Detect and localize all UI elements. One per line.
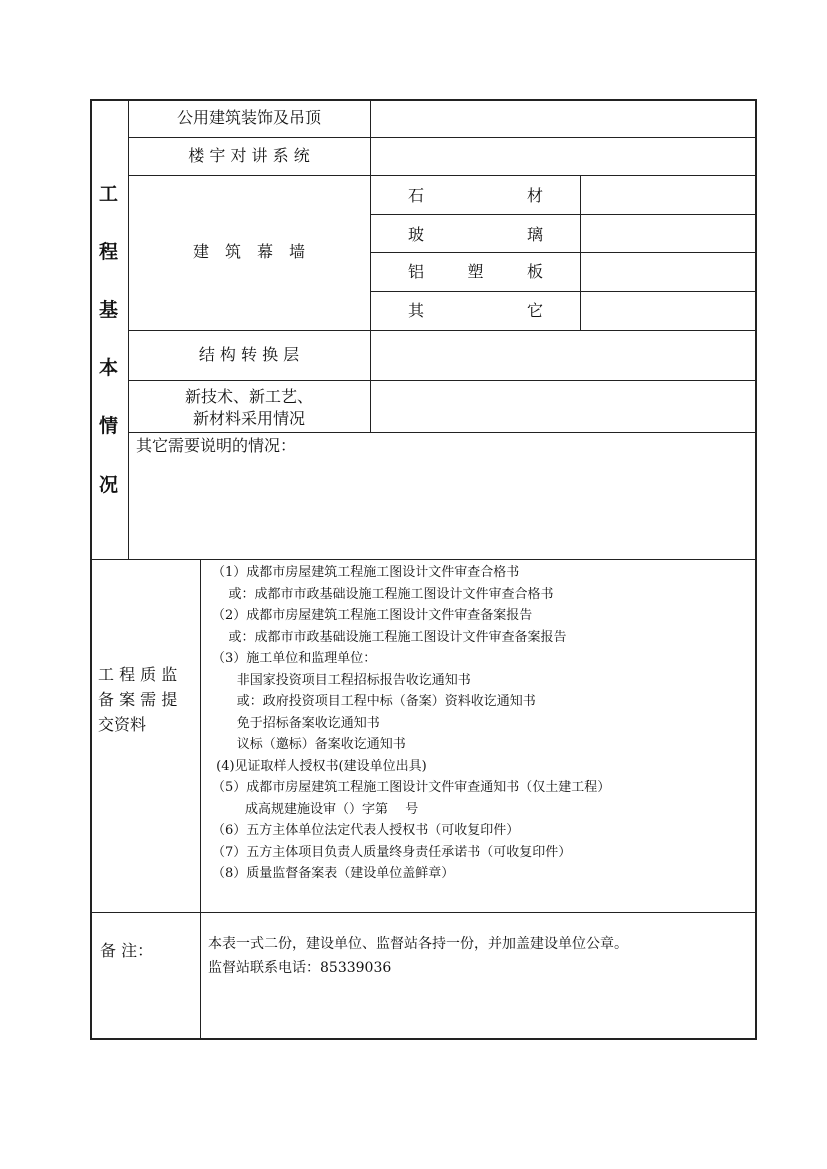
remarks-line2: 监督站联系电话：85339036 (208, 960, 392, 976)
materials-label-divider (200, 559, 201, 1039)
decoration-value-field[interactable] (371, 100, 755, 137)
row-label-intercom: 楼 宇 对 讲 系 统 (188, 146, 310, 165)
row-label-decoration: 公用建筑装饰及吊顶 (176, 108, 321, 127)
curtain-item-char: 塑 (467, 262, 484, 281)
section-title-char: 工 (99, 183, 119, 205)
intercom-value-field[interactable] (371, 138, 755, 175)
remarks-line1: 本表一式二份，建设单位、监督站各持一份，并加盖建设单位公章。 (208, 936, 628, 952)
curtain-item-char: 材 (526, 186, 543, 205)
materials-item: 非国家投资项目工程招标报告收讫通知书 (212, 672, 471, 688)
materials-item: （8）质量监督备案表（建设单位盖鲜章） (212, 866, 455, 881)
materials-item: （3）施工单位和监理单位： (212, 651, 377, 666)
curtain-item-char: 石 (408, 186, 425, 205)
curtain-item-glass (408, 225, 543, 245)
section-title-char: 本 (99, 357, 119, 379)
table-bottom-border (90, 1038, 757, 1040)
materials-item: （1）成都市房屋建筑工程施工图设计文件审查合格书 (212, 565, 520, 580)
other-notes-field[interactable] (129, 458, 755, 558)
materials-label-line3: 交资料 (98, 715, 147, 734)
section-title-char: 情 (99, 415, 119, 437)
section-title-char: 基 (99, 299, 119, 321)
materials-item: 成高规建施设审（）字第 号 (212, 801, 419, 817)
new-tech-value-field[interactable] (371, 381, 755, 432)
stone-value-field[interactable] (581, 176, 755, 214)
remarks-label: 备 注： (100, 941, 154, 960)
aluminum-plastic-value-field[interactable] (581, 253, 755, 291)
section-title-char: 况 (99, 474, 119, 496)
materials-label-line2: 备 案 需 提 (98, 690, 178, 709)
other-value-field[interactable] (581, 292, 755, 330)
materials-item: （6）五方主体单位法定代表人授权书（可收复印件） (212, 823, 520, 838)
materials-item: 议标（邀标）备案收讫通知书 (212, 737, 406, 752)
curtain-item-char: 铝 (408, 262, 425, 281)
table-right-border (755, 99, 757, 1040)
curtain-item-char: 璃 (526, 225, 543, 244)
row-divider (128, 432, 756, 433)
materials-item: (4)见证取样人授权书(建设单位出具) (212, 758, 427, 774)
section-title-char: 程 (99, 241, 119, 263)
section-divider (90, 559, 757, 560)
materials-item: （2）成都市房屋建筑工程施工图设计文件审查备案报告 (212, 608, 533, 623)
materials-item: 或：政府投资项目工程中标（备案）资料收讫通知书 (212, 694, 536, 709)
materials-item: 免于招标备案收讫通知书 (212, 715, 380, 731)
row-label-new-tech-line1: 新技术、新工艺、 (184, 387, 313, 406)
curtain-item-char: 它 (526, 301, 543, 320)
curtain-item-char: 板 (526, 262, 543, 281)
glass-value-field[interactable] (581, 215, 755, 252)
materials-item: 或：成都市市政基础设施工程施工图设计文件审查备案报告 (212, 629, 567, 645)
materials-item: （7）五方主体项目负责人质量终身责任承诺书（可收复印件） (212, 844, 572, 860)
curtain-item-char: 玻 (408, 225, 425, 244)
materials-label-line1: 工 程 质 监 (98, 665, 178, 684)
curtain-item-aluminum-plastic (408, 262, 543, 282)
table-left-border (90, 99, 92, 1040)
curtain-item-other (408, 301, 543, 321)
row-label-transfer-layer: 结 构 转 换 层 (198, 345, 300, 364)
materials-item: （5）成都市房屋建筑工程施工图设计文件审查通知书（仅土建工程） (212, 780, 611, 795)
row-label-new-tech-line2: 新材料采用情况 (192, 409, 305, 428)
curtain-item-char: 其 (408, 301, 425, 320)
transfer-layer-value-field[interactable] (371, 331, 755, 380)
section-divider (90, 912, 757, 913)
other-notes-label: 其它需要说明的情况： (136, 436, 297, 455)
curtain-item-stone (408, 186, 543, 206)
materials-list (212, 562, 752, 885)
materials-item: 或：成都市市政基础设施工程施工图设计文件审查合格书 (212, 586, 554, 602)
row-label-curtain-wall: 建 筑 幕 墙 (192, 242, 305, 261)
